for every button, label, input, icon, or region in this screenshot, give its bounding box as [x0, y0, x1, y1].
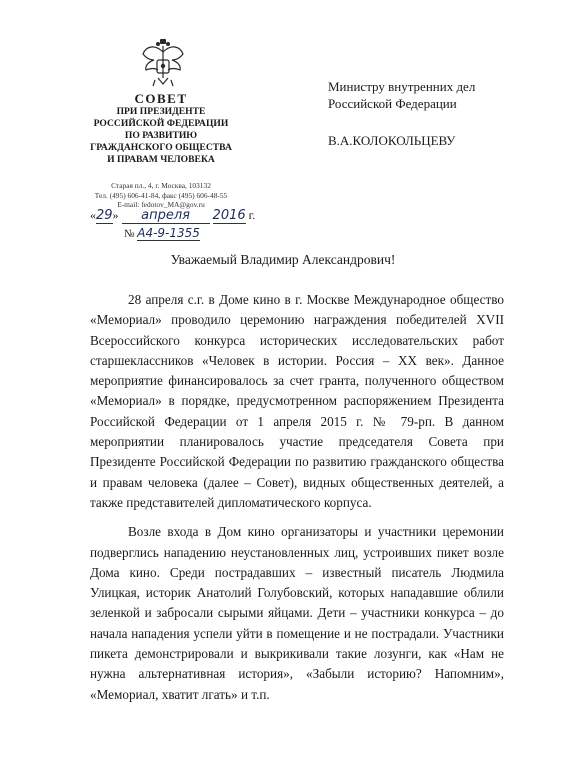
number-label: №	[124, 228, 135, 240]
date-year: 2016	[212, 208, 246, 223]
date-year-suffix: г.	[248, 208, 256, 222]
document-number	[124, 226, 244, 241]
address-text: Старая пл., 4, г. Москва, 103132	[111, 181, 211, 190]
body-paragraph: 28 апреля с.г. в Доме кино в г. Москве Международное общество «Мемориал» проводило церемонию награждения победителей XVII Всероссийского конкурса исторических исследовательских работ старшеклассников «Человек в истории. Россия – XX век». Данное мероприятие финансировалось за счет гранта, полученного обществом «Мемориал» в порядке, предусмотренном распоряжением Президента Российской Федерации от 1 апреля 2015 г. № 79-рп. В данном мероприятии планировалось участие председателя Совета при Президенте Российской Федерации по развитию гражданского общества и правам человека (далее – Совет), видных общественных деятелей, а также представителей дипломатического корпуса.	[90, 292, 504, 510]
phone-text: Тел. (495) 606-41-84, факс (495) 606-48-55	[94, 190, 228, 200]
email-text: E-mail: fedotov_MA@gov.ru	[117, 200, 205, 210]
letterhead-line: И ПРАВАМ ЧЕЛОВЕКА	[107, 154, 215, 165]
letterhead-line: ПРИ ПРЕЗИДЕНТЕ	[116, 106, 206, 117]
recipient-block	[328, 78, 528, 149]
number-value: А4-9-1355	[137, 226, 200, 240]
coat-of-arms-emblem	[140, 38, 186, 88]
date-day: 29	[96, 208, 113, 223]
recipient-organization: Российской Федерации	[328, 96, 457, 111]
document-date: «29» апреля 2016 г.	[90, 208, 256, 223]
letterhead-contacts	[76, 181, 246, 210]
letterhead-title: СОВЕТ	[134, 91, 188, 106]
letterhead-organization	[76, 92, 246, 166]
recipient-position: Министру внутренних дел	[328, 79, 476, 94]
body-paragraph: Возле входа в Дом кино организаторы и участники церемонии подверглись нападению неустановленных лиц, устроивших пикет возле Дома кино. Среди пострадавших – известный писатель Людмила Улицкая, историк Анатолий Голубовский, которых нападавшие облили зеленкой и забросали сырыми яйцами. Дети – участники конкурса – до начала нападения успели уйти в помещение и не пострадали. Участники пикета демонстрировали и выкрикивали такие лозунги, как «Нам не нужна альтернативная история», «Забыли историю? Напомним», «Мемориал, хватит лгать» и т.п.	[90, 524, 504, 702]
letterhead-line: РОССИЙСКОЙ ФЕДЕРАЦИИ	[93, 118, 229, 129]
letterhead-line: ГРАЖДАНСКОГО ОБЩЕСТВА	[90, 142, 232, 153]
letterhead-line: ПО РАЗВИТИЮ	[124, 130, 198, 141]
greeting: Уважаемый Владимир Александрович!	[170, 252, 396, 267]
letter-body	[90, 290, 504, 714]
recipient-name: В.А.КОЛОКОЛЬЦЕВУ	[328, 133, 456, 148]
date-month: апреля	[122, 209, 210, 224]
